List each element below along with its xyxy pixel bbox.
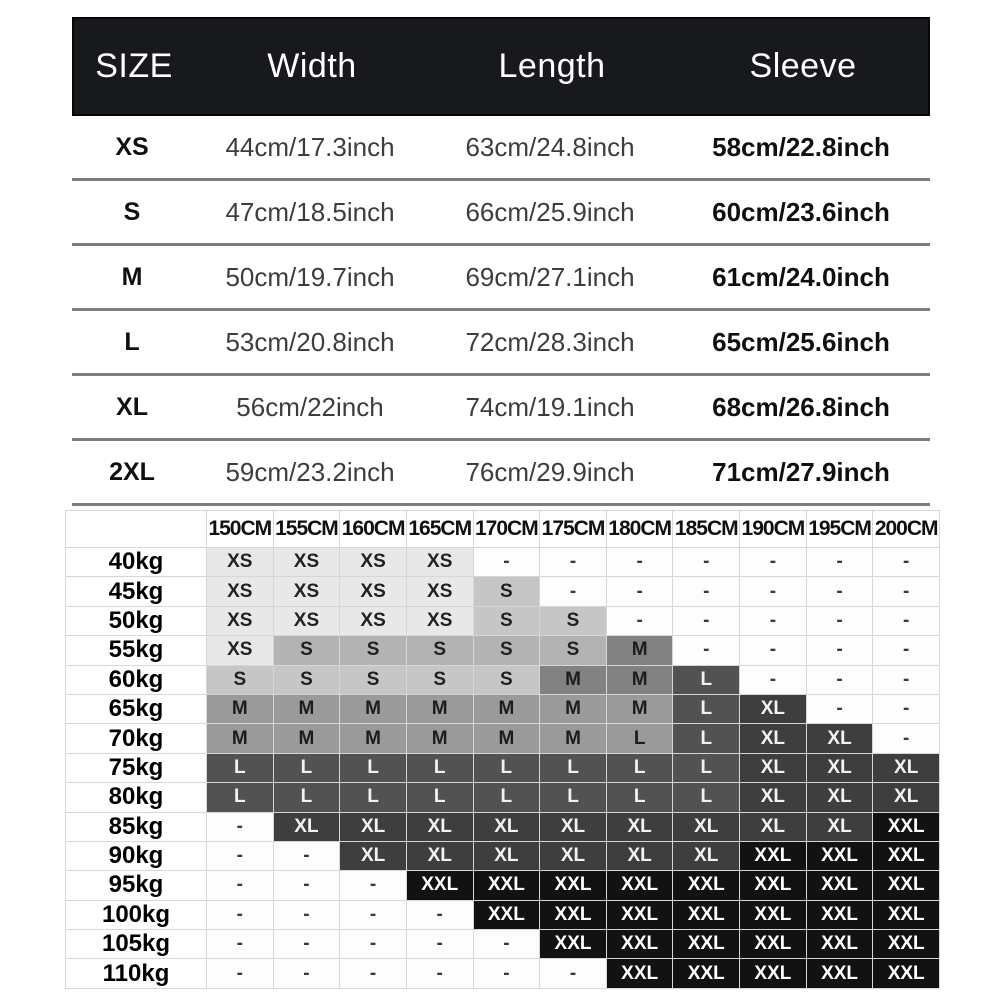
fit-cell: - (540, 577, 606, 605)
height-header: 165CM (407, 511, 473, 547)
fit-cell: - (873, 695, 939, 723)
width-value: 56cm/22inch (236, 391, 384, 422)
fit-cell: XL (740, 724, 806, 752)
fit-cell: - (740, 548, 806, 576)
fit-cell: XL (340, 813, 406, 841)
fit-cell: - (407, 930, 473, 958)
fit-cell: M (340, 724, 406, 752)
fit-cell: XL (807, 783, 873, 811)
fit-cell: L (474, 754, 540, 782)
fit-cell: S (274, 636, 340, 664)
fit-cell: L (673, 783, 739, 811)
fit-cell: XL (807, 724, 873, 752)
fit-cell: L (607, 724, 673, 752)
fit-cell: XXL (607, 959, 673, 987)
fit-cell: XXL (740, 959, 806, 987)
fit-cell: XL (740, 783, 806, 811)
fit-cell: XL (407, 813, 473, 841)
fit-cell: XL (873, 783, 939, 811)
fit-cell: - (873, 636, 939, 664)
fit-cell: - (407, 959, 473, 987)
fit-cell: XS (274, 548, 340, 576)
measurement-table-body (72, 116, 930, 506)
fit-cell: XS (407, 548, 473, 576)
sleeve-value: 65cm/25.6inch (712, 326, 890, 357)
fit-cell: L (407, 783, 473, 811)
fit-cell: M (340, 695, 406, 723)
fit-cell: XXL (540, 930, 606, 958)
weight-label: 95kg (66, 871, 206, 899)
size-label: L (124, 327, 140, 356)
fit-cell: L (673, 695, 739, 723)
size-label: S (123, 197, 141, 226)
fit-cell: - (807, 577, 873, 605)
fit-cell: - (207, 959, 273, 987)
fit-cell: - (873, 577, 939, 605)
fit-cell: XS (274, 607, 340, 635)
fit-cell: XXL (807, 930, 873, 958)
fit-cell: S (474, 577, 540, 605)
size-row-xl (72, 376, 930, 441)
fit-cell: XL (740, 695, 806, 723)
fit-cell: M (607, 636, 673, 664)
fit-cell: XL (673, 813, 739, 841)
fit-cell: XXL (740, 842, 806, 870)
fit-cell: XXL (873, 901, 939, 929)
length-value: 74cm/19.1inch (465, 391, 635, 422)
fit-cell: L (207, 754, 273, 782)
height-header: 190CM (740, 511, 806, 547)
fit-cell: M (474, 724, 540, 752)
fit-cell: XL (607, 813, 673, 841)
fit-cell: XXL (407, 871, 473, 899)
fit-cell: S (274, 666, 340, 694)
fit-cell: XL (673, 842, 739, 870)
fit-cell: XL (873, 754, 939, 782)
size-label: XL (116, 392, 148, 421)
fit-cell: - (274, 930, 340, 958)
width-value: 44cm/17.3inch (225, 131, 395, 162)
fit-cell: XS (340, 577, 406, 605)
weight-label: 80kg (66, 783, 206, 811)
width-value: 50cm/19.7inch (225, 261, 395, 292)
fit-cell: S (407, 636, 473, 664)
fit-cell: - (873, 666, 939, 694)
fit-cell: L (274, 754, 340, 782)
fit-cell: L (540, 754, 606, 782)
fit-cell: XL (340, 842, 406, 870)
fit-cell: XXL (873, 842, 939, 870)
fit-cell: - (807, 666, 873, 694)
fit-cell: S (540, 636, 606, 664)
fit-cell: S (474, 666, 540, 694)
fit-cell: - (207, 842, 273, 870)
fit-cell: - (340, 901, 406, 929)
fit-cell: L (673, 754, 739, 782)
fit-cell: L (474, 783, 540, 811)
fit-cell: L (340, 754, 406, 782)
fit-cell: XS (207, 577, 273, 605)
height-header: 200CM (873, 511, 939, 547)
fit-cell: - (740, 636, 806, 664)
fit-cell: XS (340, 607, 406, 635)
height-header: 175CM (540, 511, 606, 547)
weight-label: 100kg (66, 901, 206, 929)
fit-cell: M (607, 695, 673, 723)
fit-cell: XXL (474, 871, 540, 899)
fit-cell: XXL (607, 901, 673, 929)
fit-cell: XXL (873, 871, 939, 899)
fit-cell: L (607, 783, 673, 811)
fit-cell: M (207, 695, 273, 723)
sleeve-value: 58cm/22.8inch (712, 131, 890, 162)
fit-cell: M (540, 666, 606, 694)
weight-label: 70kg (66, 724, 206, 752)
fit-cell: M (607, 666, 673, 694)
fit-cell: XXL (607, 871, 673, 899)
weight-label: 85kg (66, 813, 206, 841)
fit-cell: XXL (873, 930, 939, 958)
fit-cell: M (540, 724, 606, 752)
fit-cell: S (474, 636, 540, 664)
fit-cell: XS (207, 548, 273, 576)
fit-cell: - (340, 930, 406, 958)
fit-cell: L (673, 666, 739, 694)
fit-cell: M (274, 724, 340, 752)
fit-cell: S (540, 607, 606, 635)
fit-cell: L (340, 783, 406, 811)
fit-cell: XXL (673, 959, 739, 987)
weight-label: 65kg (66, 695, 206, 723)
fit-cell: XXL (673, 871, 739, 899)
fit-cell: L (407, 754, 473, 782)
fit-cell: - (673, 636, 739, 664)
fit-cell: XS (340, 548, 406, 576)
fit-cell: - (740, 607, 806, 635)
sleeve-value: 71cm/27.9inch (712, 456, 890, 487)
fit-cell: S (474, 607, 540, 635)
fit-cell: XXL (740, 930, 806, 958)
fit-cell: - (807, 607, 873, 635)
fit-cell: - (807, 695, 873, 723)
height-header: 185CM (673, 511, 739, 547)
fit-cell: - (873, 724, 939, 752)
fit-cell: XS (407, 577, 473, 605)
fit-cell: XXL (807, 901, 873, 929)
fit-cell: - (274, 842, 340, 870)
fit-cell: - (673, 577, 739, 605)
height-header: 195CM (807, 511, 873, 547)
fit-cell: XXL (873, 813, 939, 841)
length-value: 72cm/28.3inch (465, 326, 635, 357)
fit-cell: XXL (540, 901, 606, 929)
weight-label: 55kg (66, 636, 206, 664)
fit-cell: XS (274, 577, 340, 605)
fit-cell: XXL (474, 901, 540, 929)
fit-cell: XXL (740, 871, 806, 899)
width-value: 53cm/20.8inch (225, 326, 395, 357)
fit-cell: S (407, 666, 473, 694)
fit-cell: - (807, 548, 873, 576)
fit-cell: M (540, 695, 606, 723)
fit-cell: - (873, 607, 939, 635)
fit-cell: S (207, 666, 273, 694)
size-label: 2XL (109, 457, 155, 486)
fit-cell: XL (807, 813, 873, 841)
fit-cell: XS (407, 607, 473, 635)
size-row-l (72, 311, 930, 376)
fit-matrix (65, 510, 940, 989)
fit-cell: - (474, 548, 540, 576)
fit-cell: - (340, 959, 406, 987)
size-label: M (121, 262, 143, 291)
size-row-xs (72, 116, 930, 181)
fit-cell: - (673, 548, 739, 576)
fit-cell: S (340, 636, 406, 664)
fit-cell: L (607, 754, 673, 782)
fit-cell: M (407, 724, 473, 752)
weight-label: 105kg (66, 930, 206, 958)
fit-cell: - (207, 930, 273, 958)
fit-cell: XXL (807, 871, 873, 899)
fit-cell: XXL (873, 959, 939, 987)
fit-cell: M (474, 695, 540, 723)
measurement-table-header (72, 17, 930, 116)
fit-cell: XS (207, 607, 273, 635)
sleeve-value: 68cm/26.8inch (712, 391, 890, 422)
length-value: 63cm/24.8inch (465, 131, 635, 162)
fit-cell: L (673, 724, 739, 752)
weight-label: 60kg (66, 666, 206, 694)
sleeve-value: 61cm/24.0inch (712, 261, 890, 292)
weight-label: 40kg (66, 548, 206, 576)
fit-cell: XS (207, 636, 273, 664)
weight-label: 110kg (66, 959, 206, 987)
fit-cell: - (207, 813, 273, 841)
weight-label: 50kg (66, 607, 206, 635)
fit-cell: - (207, 871, 273, 899)
size-row-s (72, 181, 930, 246)
fit-cell: - (740, 577, 806, 605)
fit-cell: - (607, 548, 673, 576)
fit-cell: - (873, 548, 939, 576)
fit-cell: XXL (607, 930, 673, 958)
size-label: XS (115, 132, 149, 161)
fit-cell: - (807, 636, 873, 664)
fit-cell: XL (540, 813, 606, 841)
weight-label: 45kg (66, 577, 206, 605)
fit-cell: S (340, 666, 406, 694)
width-value: 59cm/23.2inch (225, 456, 395, 487)
size-row-m (72, 246, 930, 311)
fit-cell: XXL (673, 901, 739, 929)
matrix-corner-cell (66, 511, 206, 547)
fit-cell: - (407, 901, 473, 929)
fit-cell: - (673, 607, 739, 635)
fit-cell: - (207, 901, 273, 929)
fit-cell: XXL (807, 959, 873, 987)
fit-cell: XL (540, 842, 606, 870)
fit-cell: - (540, 548, 606, 576)
fit-cell: XXL (673, 930, 739, 958)
fit-cell: XXL (740, 901, 806, 929)
fit-cell: XL (807, 754, 873, 782)
fit-cell: - (274, 959, 340, 987)
fit-cell: - (274, 871, 340, 899)
fit-cell: XXL (540, 871, 606, 899)
fit-cell: - (607, 607, 673, 635)
fit-cell: - (474, 930, 540, 958)
fit-cell: XL (740, 813, 806, 841)
fit-cell: XXL (807, 842, 873, 870)
fit-cell: - (740, 666, 806, 694)
length-value: 76cm/29.9inch (465, 456, 635, 487)
fit-cell: M (407, 695, 473, 723)
fit-cell: - (540, 959, 606, 987)
height-header: 160CM (340, 511, 406, 547)
fit-cell: XL (474, 813, 540, 841)
fit-cell: L (274, 783, 340, 811)
fit-cell: XL (607, 842, 673, 870)
weight-label: 90kg (66, 842, 206, 870)
fit-cell: L (207, 783, 273, 811)
header-width: Width (267, 47, 357, 85)
fit-cell: XL (274, 813, 340, 841)
fit-cell: L (540, 783, 606, 811)
size-row-2xl (72, 441, 930, 506)
height-header: 170CM (474, 511, 540, 547)
fit-cell: - (607, 577, 673, 605)
header-length: Length (498, 47, 606, 85)
height-header: 180CM (607, 511, 673, 547)
fit-cell: XL (407, 842, 473, 870)
measurement-table (72, 17, 930, 506)
sleeve-value: 60cm/23.6inch (712, 196, 890, 227)
fit-cell: M (207, 724, 273, 752)
fit-cell: M (274, 695, 340, 723)
weight-label: 75kg (66, 754, 206, 782)
fit-cell: - (474, 959, 540, 987)
fit-cell: XL (740, 754, 806, 782)
header-size: SIZE (95, 47, 173, 85)
height-header: 150CM (207, 511, 273, 547)
height-header: 155CM (274, 511, 340, 547)
length-value: 69cm/27.1inch (465, 261, 635, 292)
fit-cell: - (340, 871, 406, 899)
length-value: 66cm/25.9inch (465, 196, 635, 227)
fit-cell: XL (474, 842, 540, 870)
fit-cell: - (274, 901, 340, 929)
width-value: 47cm/18.5inch (225, 196, 395, 227)
header-sleeve: Sleeve (749, 47, 857, 85)
